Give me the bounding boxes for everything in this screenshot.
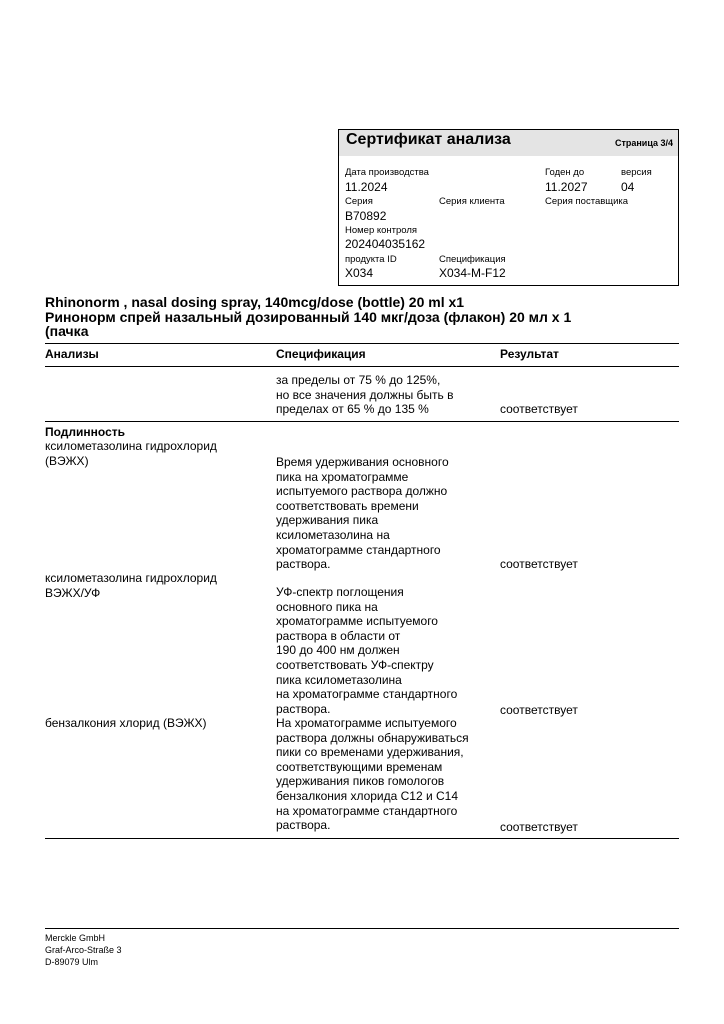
footer-rule [45, 928, 679, 929]
specification-label: Спецификация [439, 254, 506, 265]
footer-street: Graf-Arco-Straße 3 [45, 945, 122, 955]
page-number: Страница 3/4 [614, 138, 673, 148]
product-title-ru: Ринонорм спрей назальный дозированный 140 мкг/доза (флакон) 20 мл х 1 [45, 309, 572, 325]
product-title-en: Rhinonorm , nasal dosing spray, 140mcg/dose (bottle) 20 ml x1 [45, 294, 465, 310]
section-title-identity: Подлинность [45, 425, 126, 439]
col-header-result: Результат [500, 347, 559, 361]
version-label: версия [621, 167, 652, 178]
supplier-batch-label: Серия поставщика [545, 196, 629, 207]
result-row-1: соответствует [500, 557, 578, 571]
certificate-title-bar [339, 130, 678, 156]
row-divider [45, 421, 679, 422]
production-date-value: 11.2024 [345, 180, 388, 194]
control-number-label: Номер контроля [345, 225, 418, 236]
test-name-row-2: ксилометазолина гидрохлорид ВЭЖХ/УФ [45, 571, 217, 600]
batch-label: Серия [345, 196, 373, 207]
test-name-row-3: бензалкония хлорид (ВЭЖХ) [45, 716, 207, 730]
product-id-value: X034 [345, 266, 374, 280]
table-bottom-rule [45, 838, 679, 839]
certificate-header-box [338, 129, 679, 286]
certificate-title: Сертификат анализа [346, 131, 511, 148]
spec-row-1: Время удерживания основного пика на хроматограмме испытуемого раствора должно соответствовать времени удерживания пика ксилометазолина на хроматограмме стандартного раствора. [276, 455, 449, 572]
result-row-2: соответствует [500, 703, 578, 717]
footer-company: Merckle GmbH [45, 933, 106, 943]
control-number-value: 202404035162 [345, 237, 426, 251]
test-name-row-1: ксилометазолина гидрохлорид (ВЭЖХ) [45, 439, 217, 468]
specification-value: X034-M-F12 [439, 266, 506, 280]
table-top-rule [45, 343, 679, 344]
spec-row-3: На хроматограмме испытуемого раствора должны обнаруживаться пики со временами удерживания, соответствующими временам удерживания пиков гомологов бензалкония хлорида С12 и С14 на хроматограмме стандартного раствора. [276, 716, 469, 833]
continued-result: соответствует [500, 402, 578, 416]
client-batch-label: Серия клиента [439, 196, 505, 207]
version-value: 04 [621, 180, 635, 194]
footer-city: D-89079 Ulm [45, 957, 99, 967]
continued-spec: за пределы от 75 % до 125%, но все значения должны быть в пределах от 65 % до 135 % [276, 373, 454, 417]
batch-value: B70892 [345, 209, 387, 223]
spec-row-2: УФ-спектр поглощения основного пика на хроматограмме испытуемого раствора в области от 190 до 400 нм должен соответствовать УФ-спектру пика ксилометазолина на хроматограмме стандартного раствора. [276, 585, 458, 716]
production-date-label: Дата производства [345, 167, 429, 178]
expiry-label: Годен до [545, 167, 585, 178]
product-id-label: продукта ID [345, 254, 397, 265]
col-header-specification: Спецификация [276, 347, 366, 361]
expiry-value: 11.2027 [545, 180, 588, 194]
col-header-tests: Анализы [45, 347, 99, 361]
result-row-3: соответствует [500, 820, 578, 834]
table-header-rule [45, 366, 679, 367]
product-title-ru-cont: (пачка [45, 323, 89, 339]
